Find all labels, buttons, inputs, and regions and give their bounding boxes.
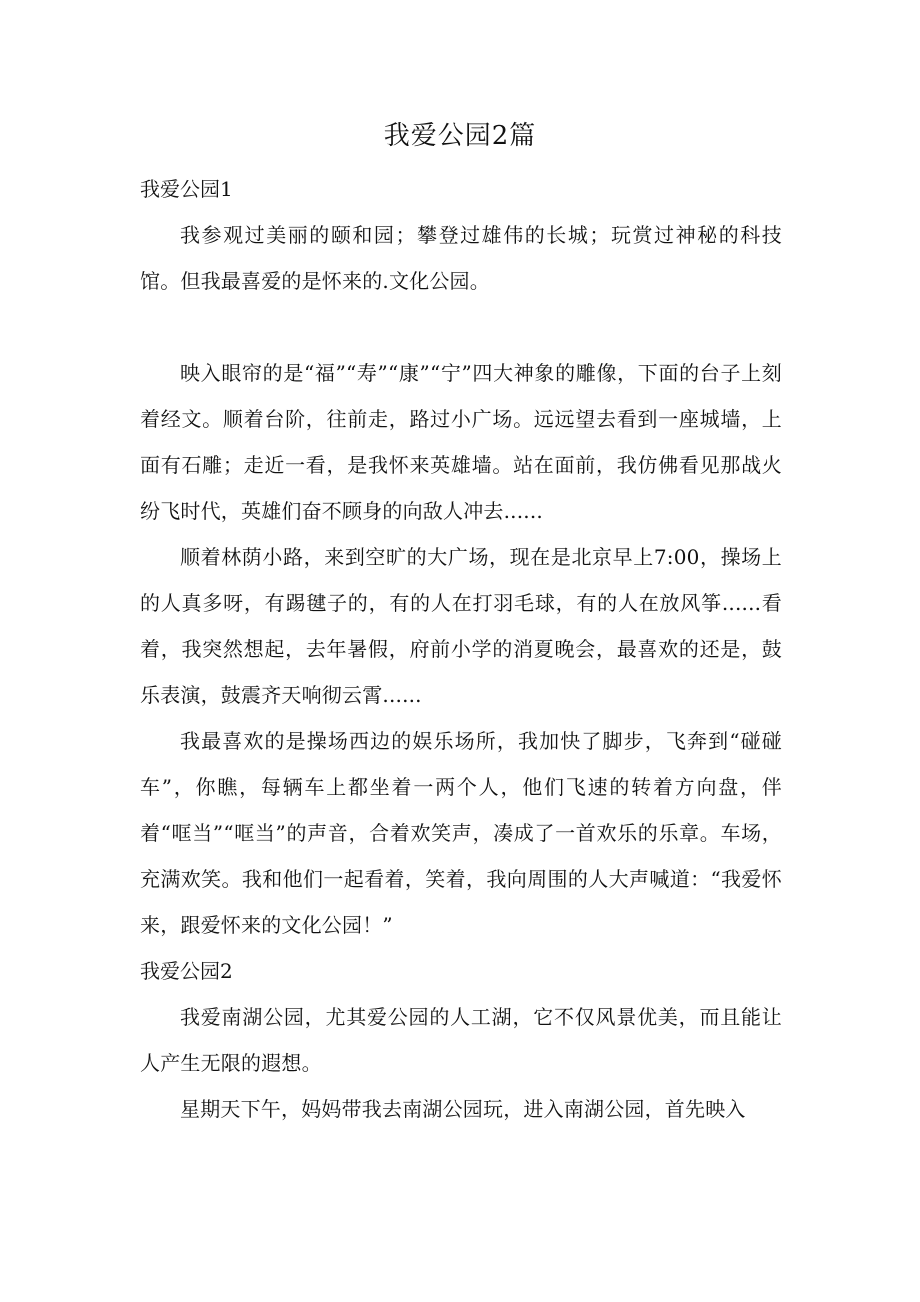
paragraph-gap [140, 304, 782, 350]
document-body [140, 166, 782, 1132]
section-1-paragraph-4: 我最喜欢的是操场西边的娱乐场所，我加快了脚步，飞奔到“碰碰车”，你瞧，每辆车上都坐着一两个人，他们飞速的转着方向盘，伴着“哐当”“哐当”的声音，合着欢笑声，凑成了一首欢乐的乐章。车场，充满欢笑。我和他们一起看着，笑着，我向周围的人大声喊道：“我爱怀来，跟爱怀来的文化公园！” [140, 729, 782, 937]
section-heading-1: 我爱公园1 [140, 177, 233, 201]
section-1-paragraph-3: 顺着林荫小路，来到空旷的大广场，现在是北京早上7:00，操场上的人真多呀，有踢毽子的，有的人在打羽毛球，有的人在放风筝......看着，我突然想起，去年暑假，府前小学的消夏晚会，最喜欢的还是，鼓乐表演，鼓震齐天响彻云霄...... [140, 545, 782, 707]
section-1-paragraph-1: 我参观过美丽的颐和园；攀登过雄伟的长城；玩赏过神秘的科技馆。但我最喜爱的是怀来的.文化公园。 [140, 223, 782, 293]
section-heading-2: 我爱公园2 [140, 959, 233, 983]
section-2-paragraph-2: 星期天下午，妈妈带我去南湖公园玩，进入南湖公园，首先映入 [180, 1097, 746, 1121]
section-1-paragraph-2: 映入眼帘的是“福”“寿”“康”“宁”四大神象的雕像，下面的台子上刻着经文。顺着台阶，往前走，路过小广场。远远望去看到一座城墙，上面有石雕；走近一看，是我怀来英雄墙。站在面前，我仿佛看见那战火纷飞时代，英雄们奋不顾身的向敌人冲去...... [140, 361, 782, 523]
document-title: 我爱公园2篇 [383, 121, 537, 151]
section-2-paragraph-1: 我爱南湖公园，尤其爱公园的人工湖，它不仅风景优美，而且能让人产生无限的遐想。 [140, 1005, 782, 1075]
